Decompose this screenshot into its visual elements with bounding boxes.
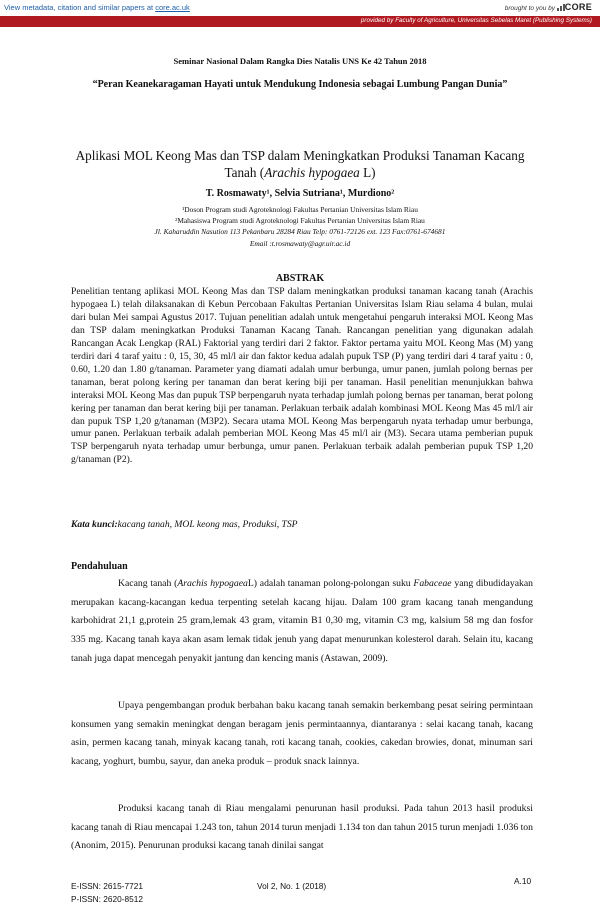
author-list: T. Rosmawaty¹, Selvia Sutriana¹, Murdiono² bbox=[205, 188, 395, 199]
intro-paragraph-3: Produksi kacang tanah di Riau mengalami penurunan hasil produksi. Pada tahun 2013 hasil produksi kacang tanah di Riau mencapai 1.243 ton, tahun 2014 turun menjadi 1.134 ton dan tahun 2015 turun menjadi 1.036 ton (Anonim, 2015). Penurunan produksi kacang tanah dinilai sangat bbox=[71, 803, 533, 852]
keywords-list: kacang tanah, MOL keong mas, Produksi, TSP bbox=[117, 519, 298, 530]
email: Email :t.rosmawaty@agr.uir.ac.id bbox=[249, 239, 351, 248]
address: Jl. Kaharuddin Nasution 113 Pekanbaru 28284 Riau Telp: 0761-72126 ext. 123 Fax:0761-674681 bbox=[154, 227, 446, 236]
keywords bbox=[71, 519, 533, 530]
title-species: Arachis hypogaea bbox=[264, 165, 360, 180]
provider-bar bbox=[0, 16, 600, 27]
keywords-label: Kata kunci: bbox=[71, 519, 118, 530]
core-link[interactable]: core.ac.uk bbox=[155, 3, 190, 12]
metadata-notice bbox=[4, 3, 190, 12]
footer-pissn: P-ISSN: 2620-8512 bbox=[71, 894, 143, 904]
affiliation-2: ²Mahasiswa Program studi Agroteknologi Fakultas Pertanian Universitas Islam Riau bbox=[175, 216, 425, 225]
footer-page-number: A.10 bbox=[514, 876, 532, 886]
brought-by-text: brought to you by bbox=[504, 5, 555, 12]
section-heading-pendahuluan: Pendahuluan bbox=[71, 561, 128, 572]
abstract-heading: ABSTRAK bbox=[275, 273, 325, 284]
title-line-2: Tanah (Arachis hypogaea L) bbox=[224, 165, 376, 180]
intro-paragraph-1: Kacang tanah (Arachis hypogaeaL) adalah tanaman polong-polongan suku Fabaceae yang dibudidayakan merupakan kacang-kacangan kedua terpenting setelah kacang hijau. Dalam 100 gram kacang tanah mengandung karbohidrat 21,1 g,protein 25 gram,lemak 43 gram, vitamin B1 0,30 mg, vitamin C3 mg, kalsium 58 mg dan fosfor 335 mg. Kacang tanah kaya akan asam lemak tidak jenuh yang dapat menurunkan kolesterol darah. Selain itu, kacang tanah juga dapat mencegah penyakit jantung dan kencing manis (Astawan, 2009). bbox=[71, 578, 533, 664]
title-line-1: Aplikasi MOL Keong Mas dan TSP dalam Meningkatkan Produksi Tanaman Kacang bbox=[75, 148, 525, 163]
abstract-text: Penelitian tentang aplikasi MOL Keong Mas dan TSP dalam meningkatkan produksi tanaman kacang tanah (Arachis hypogaea L) telah dilaksanakan di Kebun Percobaan Fakultas Pertanian Universitas Islam Riau selama 4 bulan, mulai dari bulan Mei sampai Agustus 2017. Tujuan penelitian adalah untuk mengetahui pengaruh interaksi MOL Keong Mas dan TSP dalam meningkatkan Produksi Tanaman Kacang Tanah. Rancangan penelitian yang digunakan adalah Rancangan Acak Lengkap (RAL) Faktorial yang terdiri dari 2 faktor. Faktor pertama yaitu MOL Keong Mas (M) yang terdiri dari 4 taraf yaitu : 0, 15, 30, 45 ml/l air dan faktor kedua adalah pupuk TSP (P) yang terdiri dari 4 taraf yaitu : 0, 0.60, 1.20 dan 1.80 g/tanaman. Parameter yang diamati adalah umur berbunga, umur panen, jumlah polong bernas per tanaman, berat polong kering per tanaman dan berat kering biji per tanaman. Hasil penelitian menunjukkan bahwa interaksi MOL Keong Mas dan pupuk TSP berpengaruh nyata terhadap jumlah polong bernas per tanaman, berat polong kering per tanaman dan berat kering biji per tanaman. Perlakuan terbaik adalah kombinasi MOL Keong Mas 45 ml/l air dan pupuk TSP 1,20 g/tanaman (M3P2). Secara utama MOL Keong Mas berpengaruh nyata terhadap umur berbunga, umur panen. Perlakuan terbaik adalah pemberian MOL Keong Mas 45 ml/l air (M3). Secara utama pemberian pupuk TSP berpengaruh nyata terhadap umur berbunga, umur panen. Perlakuan terbaik adalah pemberian pupuk TSP 1,20 g/tanaman (P2). bbox=[71, 286, 533, 466]
core-logo-icon bbox=[557, 3, 565, 11]
footer-eissn: E-ISSN: 2615-7721 bbox=[71, 881, 143, 891]
metadata-text: View metadata, citation and similar papers at bbox=[4, 3, 156, 12]
core-brand[interactable]: CORE bbox=[564, 2, 592, 12]
seminar-theme: “Peran Keanekaragaman Hayati untuk Mendukung Indonesia sebagai Lumbung Pangan Dunia” bbox=[92, 79, 508, 90]
seminar-header: Seminar Nasional Dalam Rangka Dies Natalis UNS Ke 42 Tahun 2018 bbox=[173, 56, 427, 66]
brought-by bbox=[505, 2, 592, 12]
intro-paragraph-2: Upaya pengembangan produk berbahan baku kacang tanah semakin berkembang pesat seiring permintaan konsumen yang semakin meningkat dengan beragam jenis permintaannya, diantaranya : selai kacang tanah, kacang asin, permen kacang tanah, minyak kacang tanah, roti kacang tanah, cookies, cakedan browies, donat, minuman sari kacang, yoghurt, bumbu, sayur, dan aneka produk – produk snack lainnya. bbox=[71, 700, 533, 768]
paper-title bbox=[55, 147, 545, 181]
affiliation-1: ¹Doson Program studi Agroteknologi Fakultas Pertanian Universitas Islam Riau bbox=[182, 205, 418, 214]
provider-text: provided by Faculty of Agriculture, Universitas Sebelas Maret (Publishing Systems) bbox=[360, 17, 592, 24]
core-banner bbox=[0, 0, 600, 16]
footer-volume: Vol 2, No. 1 (2018) bbox=[257, 881, 327, 891]
